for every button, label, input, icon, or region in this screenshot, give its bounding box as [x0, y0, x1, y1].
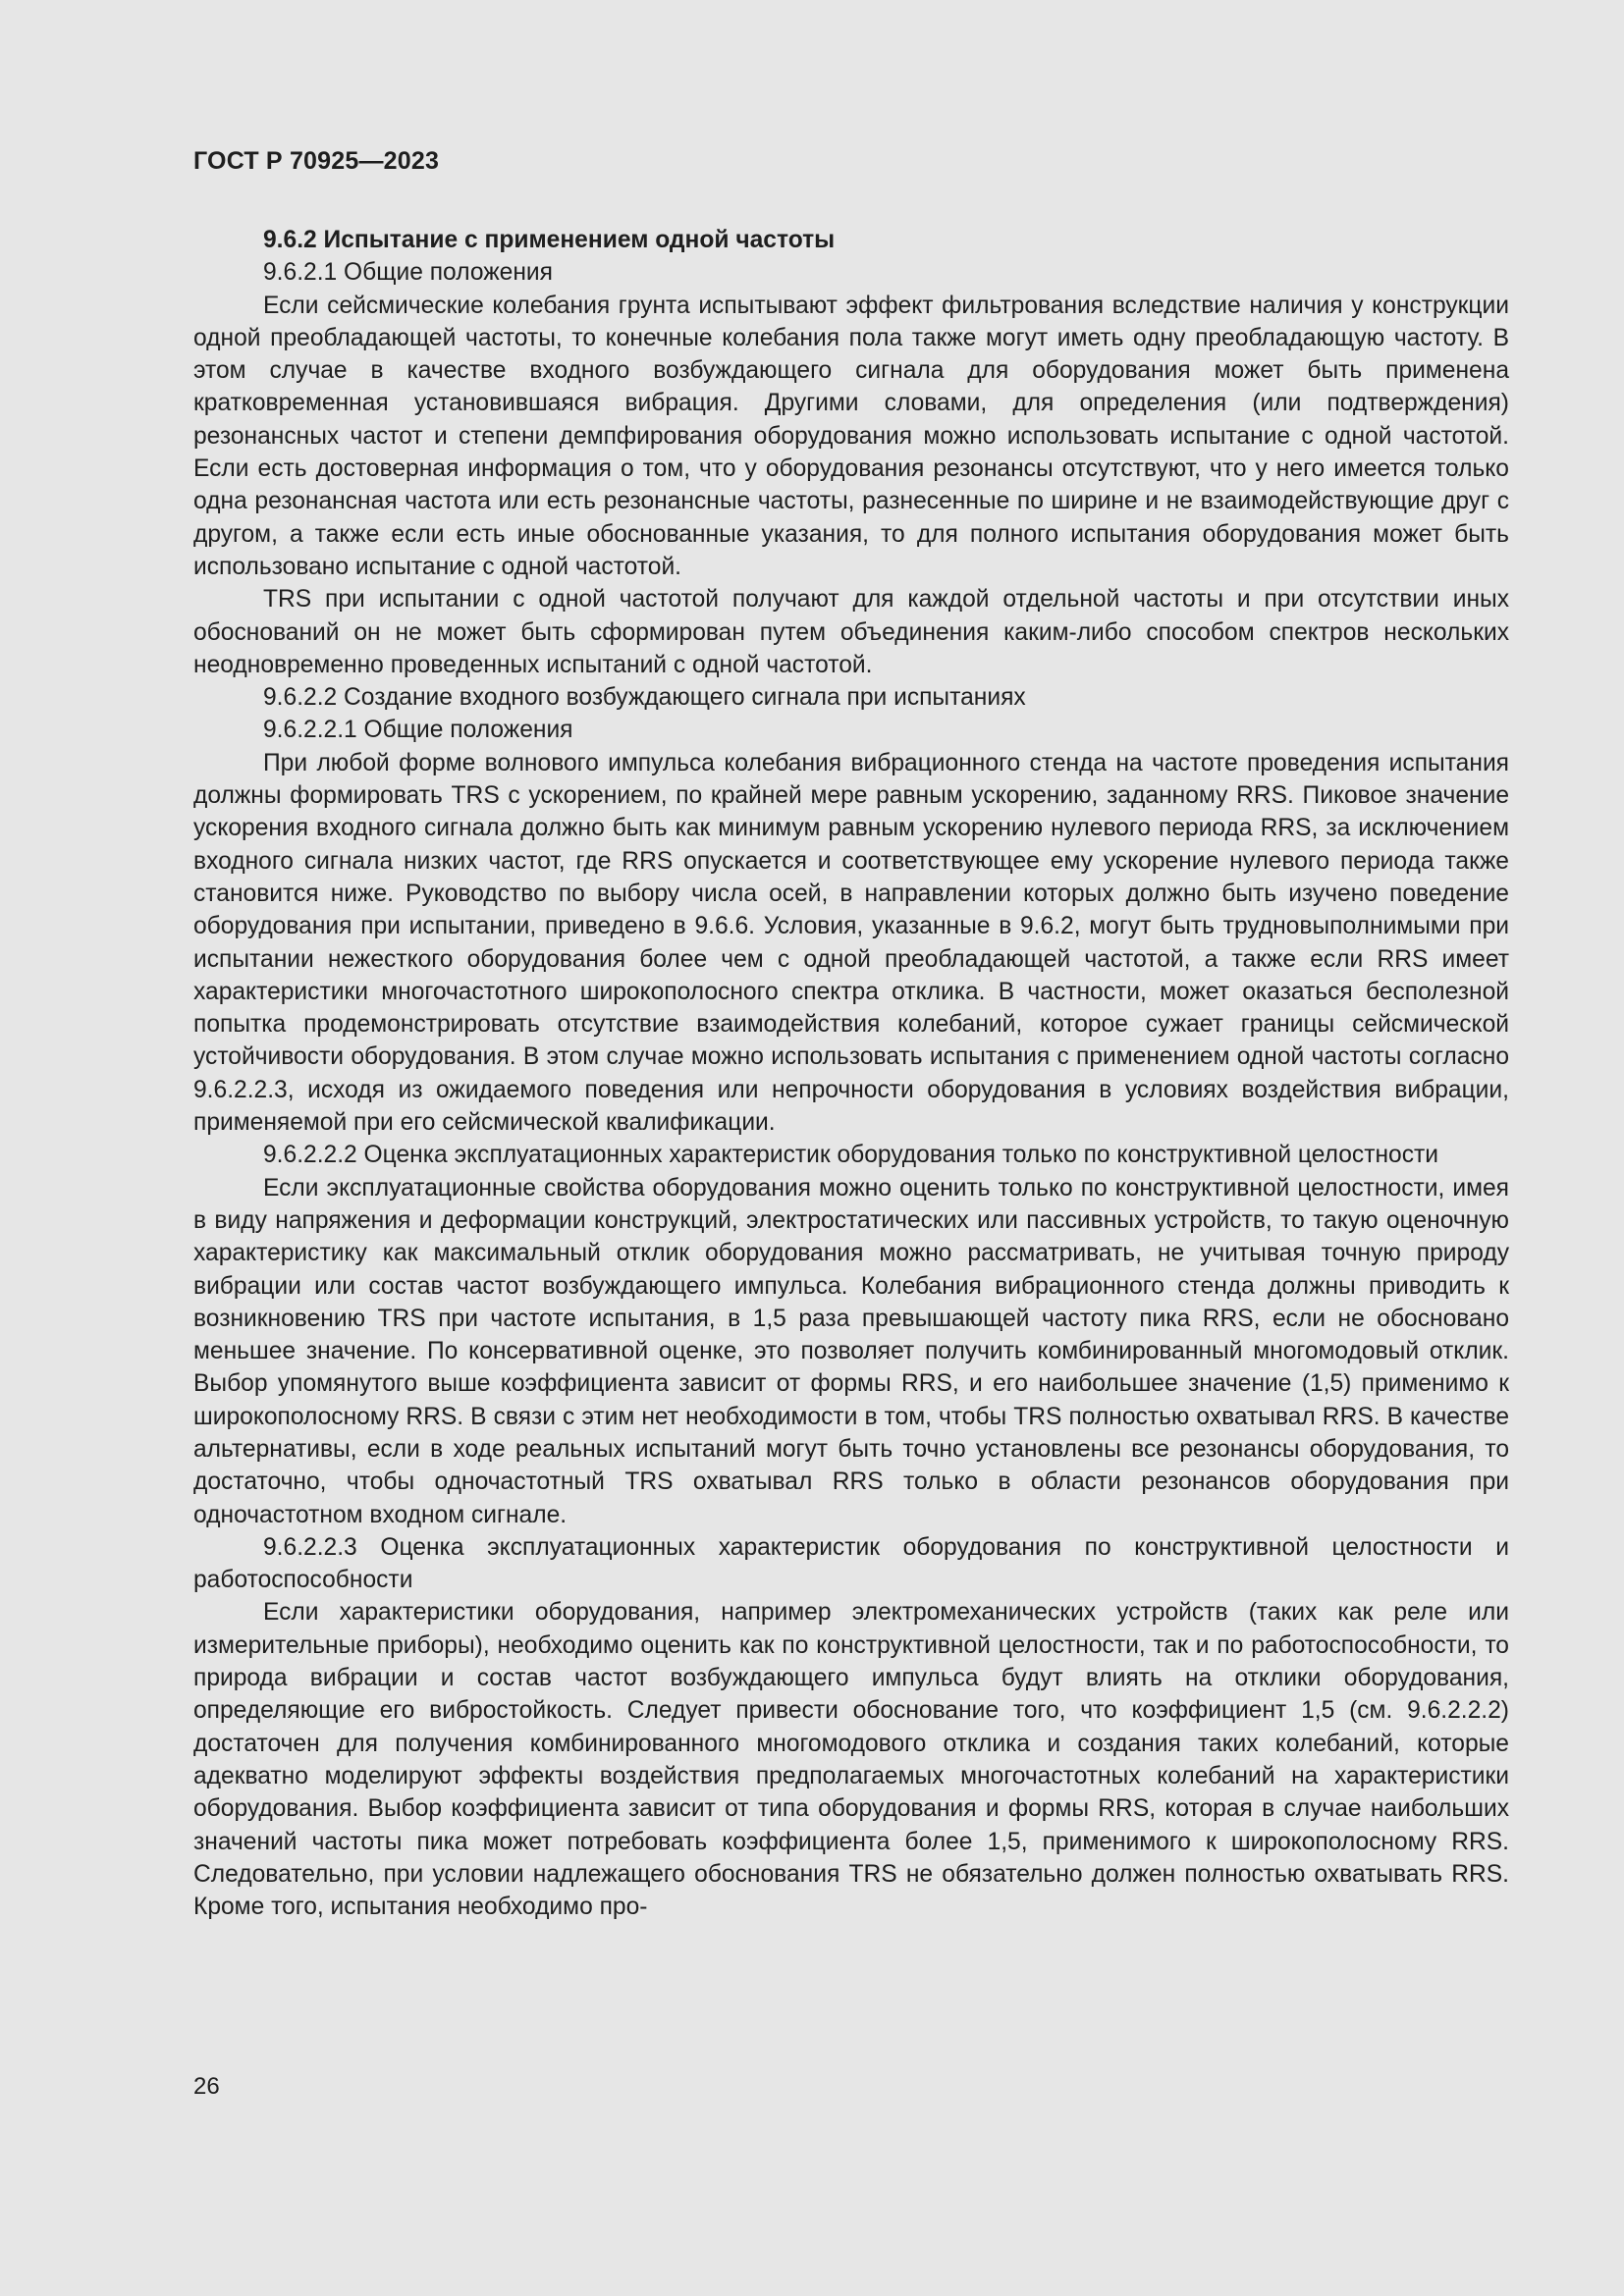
body-paragraph: Если сейсмические колебания грунта испытывают эффект фильтрования вследствие наличия у конструкции одной преобладающей частоты, то конечные колебания пола также могут иметь одну преобладающую частоту. В этом случае в качестве входного возбуждающего сигнала для оборудования может быть применена кратковременная установившаяся вибрация. Другими словами, для определения (или подтверждения) резонансных частот и степени демпфирования оборудования можно использовать испытание с одной частотой. Если есть достоверная информация о том, что у оборудования резонансы отсутствуют, что у него имеется только одна резонансная частота или есть резонансные частоты, разнесенные по ширине и не взаимодействующие друг с другом, а также если есть иные обоснованные указания, то для полного испытания оборудования может быть использовано испытание с одной частотой. [193, 292, 1509, 580]
page-number: 26 [193, 2073, 220, 2100]
section-heading: 9.6.2 Испытание с применением одной частоты [263, 227, 836, 253]
document-body [193, 224, 1509, 1923]
subsection-heading: 9.6.2.2.1 Общие положения [263, 717, 573, 744]
body-paragraph: Если эксплуатационные свойства оборудования можно оценить только по конструктивной целостности, имея в виду напряжения и деформации конструкций, электростатических или пассивных устройств, то такую оценочную характеристику как максимальный отклик оборудования можно рассматривать, не учитывая точную природу вибрации или состав частот возбуждающего импульса. Колебания вибрационного стенда должны приводить к возникновению TRS при частоте испытания, в 1,5 раза превышающей частоту пика RRS, если не обосновано меньшее значение. По консервативной оценке, это позволяет получить комбинированный многомодовый отклик. Выбор упомянутого выше коэффициента зависит от формы RRS, и его наибольшее значение (1,5) применимо к широкополосному RRS. В связи с этим нет необходимости в том, чтобы TRS полностью охватывал RRS. В качестве альтернативы, если в ходе реальных испытаний могут быть точно установлены все резонансы оборудования, то достаточно, чтобы одночастотный TRS охватывал RRS только в области резонансов оборудования при одночастотном входном сигнале. [193, 1174, 1509, 1528]
body-paragraph: При любой форме волнового импульса колебания вибрационного стенда на частоте проведения испытания должны формировать TRS с ускорением, по крайней мере равным ускорению, заданному RRS. Пиковое значение ускорения входного сигнала должно быть как минимум равным ускорению нулевого периода RRS, за исключением входного сигнала низких частот, где RRS опускается и соответствующее ему ускорение нулевого периода также становится ниже. Руководство по выбору числа осей, в направлении которых должно быть изучено поведение оборудования при испытании, приведено в 9.6.6. Условия, указанные в 9.6.2, могут быть трудновыполнимыми при испытании нежесткого оборудования более чем с одной преобладающей частотой, а также если RRS имеет характеристики многочастотного широкополосного спектра отклика. В частности, может оказаться бесполезной попытка продемонстрировать отсутствие взаимодействия колебаний, которое сужает границы сейсмической устойчивости оборудования. В этом случае можно использовать испытания с применением одной частоты согласно 9.6.2.2.3, исходя из ожидаемого поведения или непрочности оборудования в условиях воздействия вибрации, применяемой при его сейсмической квалификации. [193, 749, 1509, 1137]
subsection-heading: 9.6.2.2.3 Оценка эксплуатационных характеристик оборудования по конструктивной целостности и работоспособности [193, 1533, 1509, 1594]
body-paragraph: TRS при испытании с одной частотой получают для каждой отдельной частоты и при отсутствии иных обоснований он не может быть сформирован путем объединения каким-либо способом спектров нескольких неодновременно проведенных испытаний с одной частотой. [193, 586, 1509, 678]
document-header: ГОСТ Р 70925—2023 [193, 147, 440, 175]
subsection-heading: 9.6.2.2 Создание входного возбуждающего сигнала при испытаниях [263, 684, 1026, 712]
body-paragraph: Если характеристики оборудования, например электромеханических устройств (таких как реле или измерительные приборы), необходимо оценить как по конструктивной целостности, так и по работоспособности, то природа вибрации и состав частот возбуждающего импульса будут влиять на отклики оборудования, определяющие его вибростойкость. Следует привести обоснование того, что коэффициент 1,5 (см. 9.6.2.2.2) достаточен для получения комбинированного многомодового отклика и создания таких колебаний, которые адекватно моделируют эффекты воздействия предполагаемых многочастотных колебаний на характеристики оборудования. Выбор коэффициента зависит от типа оборудования и формы RRS, которая в случае наибольших значений частоты пика может потребовать коэффициента более 1,5, применимого к широкополосному RRS. Следовательно, при условии надлежащего обоснования TRS не обязательно должен полностью охватывать RRS. Кроме того, испытания необходимо про- [193, 1599, 1509, 1921]
subsection-heading: 9.6.2.2.2 Оценка эксплуатационных характеристик оборудования только по конструктивной целостности [263, 1142, 1439, 1169]
subsection-heading: 9.6.2.1 Общие положения [263, 259, 553, 287]
